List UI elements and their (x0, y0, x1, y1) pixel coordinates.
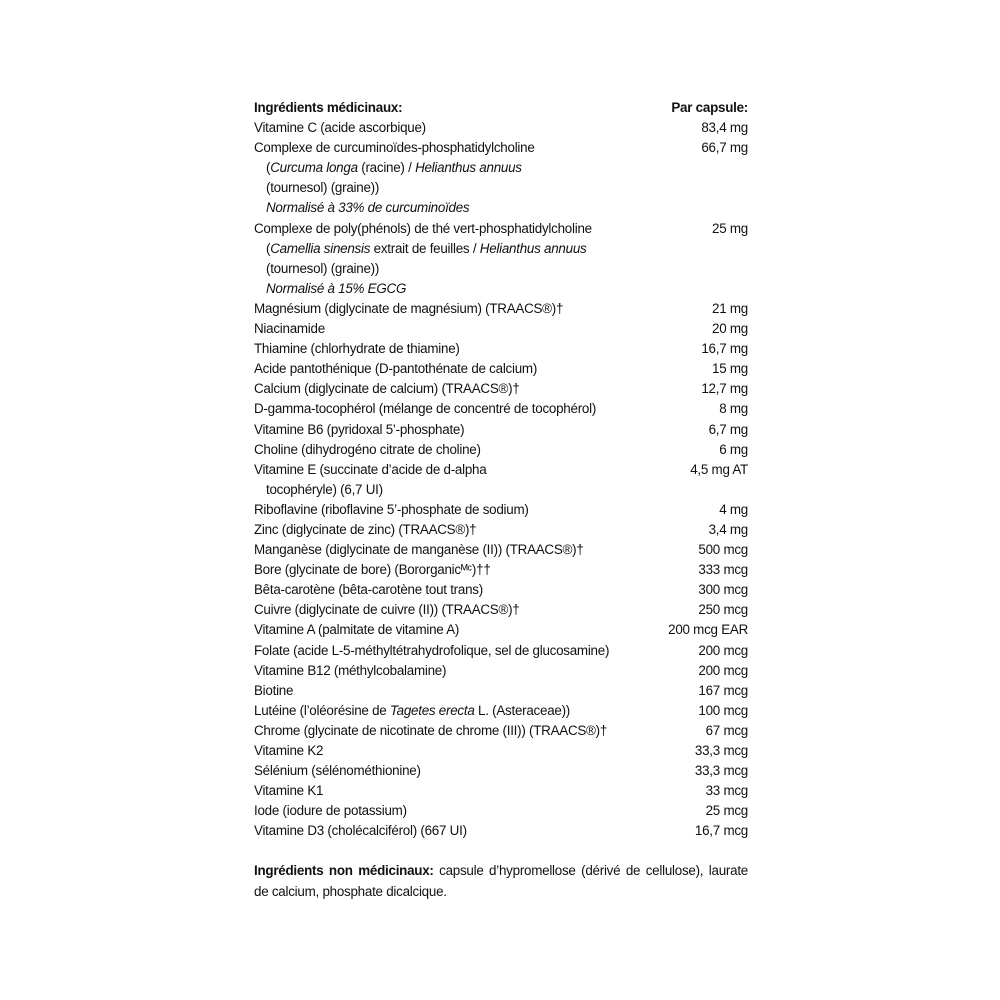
botanical-name: Camellia sinensis (270, 240, 371, 256)
ingredient-name: Folate (acide L-5-méthyltétrahydrofolique, sel de glucosamine) (254, 642, 610, 658)
ingredient-row (254, 440, 748, 460)
ingredient-name: Vitamine E (succinate d’acide de d-alpha (254, 461, 487, 477)
ingredient-amount: 33 mcg (705, 783, 748, 799)
ingredient-amount: 21 mg (712, 300, 748, 316)
ingredient-row (254, 600, 748, 620)
non-medicinal-text: capsule d’hypromellose (dérivé de cellulose), laurate de calcium, phosphate dicalcique. (254, 863, 748, 899)
botanical-name: Helianthus annuus (415, 160, 522, 176)
ingredient-name: D-gamma-tocophérol (mélange de concentré de tocophérol) (254, 401, 597, 417)
ingredient-amount: 25 mcg (705, 803, 748, 819)
botanical-name: Tagetes erecta (389, 702, 475, 718)
ingredient-name: Vitamine D3 (cholécalciférol) (667 UI) (254, 823, 467, 839)
ingredient-source (254, 158, 748, 178)
ingredient-name: Riboflavine (riboflavine 5’-phosphate de sodium) (254, 501, 529, 517)
ingredient-name-mixed (254, 701, 698, 721)
ingredient-row (254, 359, 748, 379)
ingredient-row (254, 560, 748, 580)
ingredient-amount: 16,7 mg (701, 341, 748, 357)
ingredient-name: Vitamine K2 (254, 743, 324, 758)
standardization-text: Normalisé à 33% de curcuminoïdes (266, 200, 470, 216)
ingredient-amount: 6 mg (719, 441, 748, 457)
ingredient-row (254, 620, 748, 640)
source-text: ( (266, 240, 271, 256)
ingredient-name: Sélénium (sélénométhionine) (254, 763, 421, 779)
ingredient-source (254, 239, 748, 259)
ingredient-name: Thiamine (chlorhydrate de thiamine) (254, 341, 460, 357)
ingredient-name: Vitamine B12 (méthylcobalamine) (254, 662, 447, 678)
ingredient-amount: 25 mg (712, 220, 748, 236)
ingredient-name: Chrome (glycinate de nicotinate de chrome (III)) (TRAACS®)† (254, 722, 608, 738)
ingredient-amount: 8 mg (719, 401, 748, 417)
ingredient-name: Bore (glycinate de bore) (Bororganicᴹᶜ)†† (254, 562, 491, 578)
non-medicinal-heading: Ingrédients non médicinaux: (254, 863, 434, 879)
ingredient-row (254, 460, 748, 480)
ingredient-name: Manganèse (diglycinate de manganèse (II)) (TRAACS®)† (254, 542, 584, 558)
ingredient-amount: 3,4 mg (708, 521, 748, 537)
ingredient-row (254, 319, 748, 339)
source-text: (racine) / (357, 160, 416, 176)
ingredient-amount: 16,7 mcg (694, 823, 748, 839)
ingredient-source: (tournesol) (graine)) (266, 180, 380, 196)
non-medicinal-ingredients (254, 861, 748, 901)
ingredient-name: Cuivre (diglycinate de cuivre (II)) (TRAACS®)† (254, 602, 520, 618)
ingredient-name: Vitamine B6 (pyridoxal 5’-phosphate) (254, 421, 465, 437)
ingredient-row (254, 299, 748, 319)
botanical-name: Curcuma longa (270, 160, 358, 176)
ingredient-amount: 20 mg (712, 321, 748, 337)
ingredient-amount: 33,3 mcg (694, 763, 748, 779)
ingredient-name: Complexe de curcuminoïdes-phosphatidylcholine (254, 140, 535, 156)
ingredient-row (254, 219, 748, 239)
ingredient-row (254, 118, 748, 138)
ingredient-continuation: tocophéryle) (6,7 UI) (266, 481, 383, 497)
source-text: extrait de feuilles / (370, 240, 480, 256)
ingredient-row (254, 520, 748, 540)
ingredient-row (254, 379, 748, 399)
ingredient-row (254, 801, 748, 821)
ingredient-row (254, 580, 748, 600)
ingredient-amount: 67 mcg (705, 722, 748, 738)
ingredient-row (254, 781, 748, 801)
ingredient-name: Vitamine A (palmitate de vitamine A) (254, 622, 460, 638)
ingredient-name: Acide pantothénique (D-pantothénate de calcium) (254, 361, 538, 377)
ingredient-name: Magnésium (diglycinate de magnésium) (TRAACS®)† (254, 300, 564, 316)
ingredient-amount: 83,4 mg (701, 120, 748, 136)
ingredient-amount: 333 mcg (698, 562, 748, 578)
per-capsule-heading: Par capsule: (671, 100, 748, 115)
ingredient-panel (254, 98, 748, 902)
ingredient-row (254, 641, 748, 661)
ingredient-name: Zinc (diglycinate de zinc) (TRAACS®)† (254, 521, 477, 537)
ingredient-row (254, 661, 748, 681)
ingredient-row (254, 821, 748, 841)
ingredient-name: Biotine (254, 682, 294, 698)
ingredient-source: (tournesol) (graine)) (266, 260, 380, 276)
ingredient-name: Vitamine C (acide ascorbique) (254, 120, 426, 136)
ingredient-row (254, 399, 748, 419)
standardization-note (254, 198, 748, 218)
ingredient-amount: 6,7 mg (708, 421, 748, 437)
ingredient-name: Lutéine (l’oléorésine de (254, 702, 390, 718)
ingredient-name: Bêta-carotène (bêta-carotène tout trans) (254, 582, 483, 598)
ingredient-amount: 200 mcg (698, 662, 748, 678)
ingredient-amount: 12,7 mg (701, 381, 748, 397)
ingredient-amount: 500 mcg (698, 542, 748, 558)
ingredient-row (254, 741, 748, 761)
ingredient-name: Complexe de poly(phénols) de thé vert-phosphatidylcholine (254, 220, 592, 236)
ingredient-amount: 15 mg (712, 361, 748, 377)
botanical-name: Helianthus annuus (479, 240, 587, 256)
source-text: ( (266, 160, 271, 176)
ingredient-amount: 33,3 mcg (694, 743, 748, 758)
ingredient-name: Calcium (diglycinate de calcium) (TRAACS®)† (254, 381, 520, 397)
standardization-text: Normalisé à 15% EGCG (266, 280, 407, 296)
ingredient-name: Niacinamide (254, 321, 325, 337)
ingredient-amount: 4 mg (719, 501, 748, 517)
medicinal-ingredients-heading: Ingrédients médicinaux: (254, 100, 403, 115)
ingredient-row (254, 721, 748, 741)
ingredient-row (254, 540, 748, 560)
ingredient-amount: 200 mcg EAR (668, 622, 748, 638)
header-row (254, 98, 748, 118)
ingredient-name: Choline (dihydrogéno citrate de choline) (254, 441, 481, 457)
ingredient-amount: 66,7 mg (701, 140, 748, 156)
section-spacer (254, 841, 748, 861)
ingredient-amount: 250 mcg (698, 602, 748, 618)
ingredient-row (254, 420, 748, 440)
ingredient-amount: 167 mcg (698, 682, 748, 698)
ingredient-name: Vitamine K1 (254, 783, 324, 799)
ingredient-row (254, 339, 748, 359)
ingredient-amount: 200 mcg (698, 642, 748, 658)
ingredient-row (254, 138, 748, 158)
ingredient-row (254, 761, 748, 781)
ingredient-row (254, 701, 748, 721)
ingredient-amount: 4,5 mg AT (690, 461, 748, 477)
ingredient-name-tail: L. (Asteraceae)) (474, 702, 571, 718)
ingredient-amount: 100 mcg (698, 702, 748, 718)
ingredient-row (254, 500, 748, 520)
standardization-note (254, 279, 748, 299)
ingredient-name: Iode (iodure de potassium) (254, 803, 407, 819)
ingredient-amount: 300 mcg (698, 582, 748, 598)
ingredient-row (254, 681, 748, 701)
